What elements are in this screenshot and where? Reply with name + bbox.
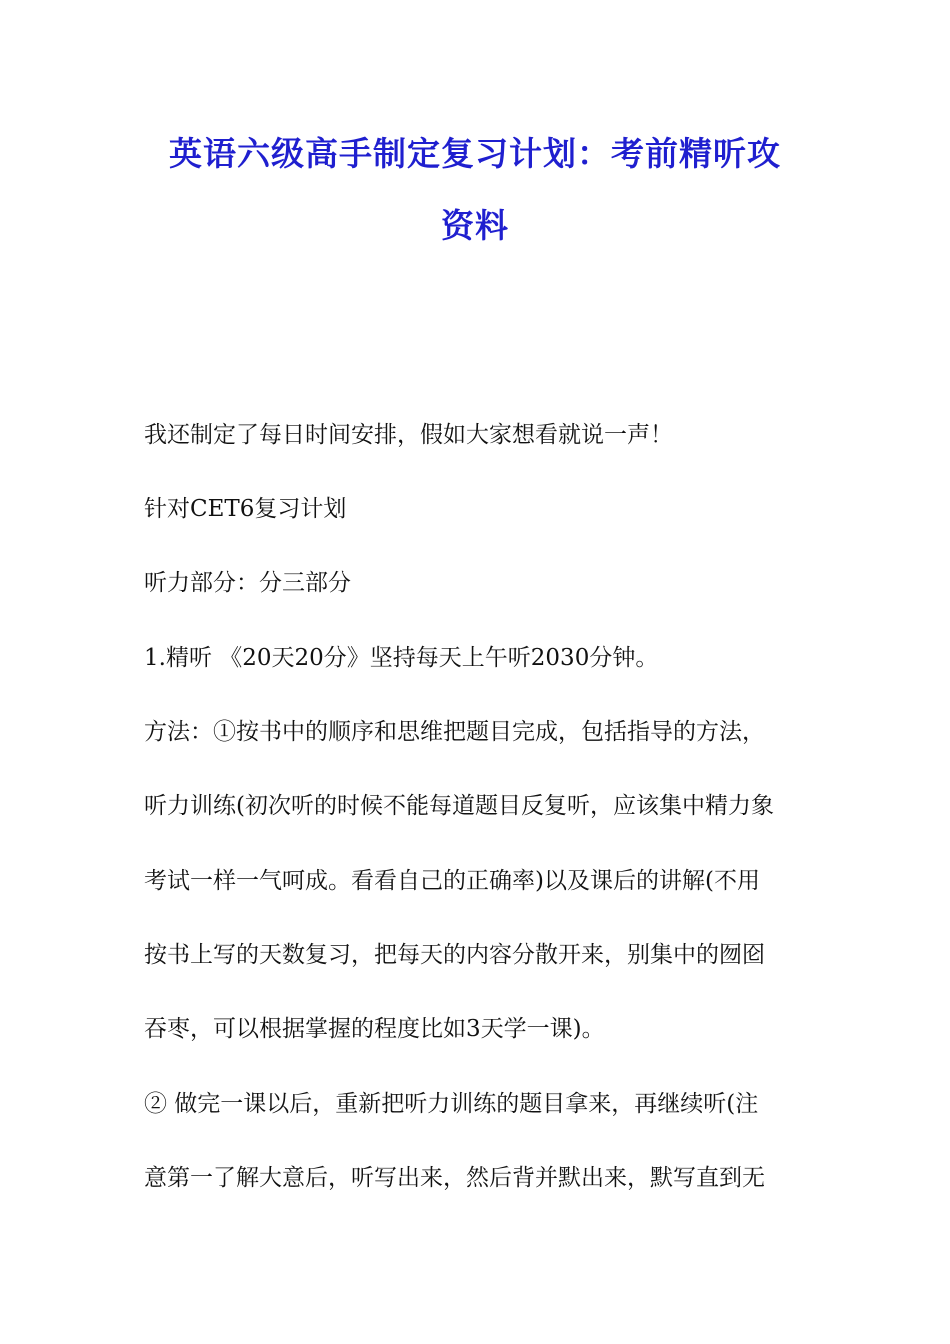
document-title-line-2: 资料: [441, 206, 509, 245]
body-line-2: 针对CET6复习计划: [144, 496, 347, 522]
body-line-5: 方法：①按书中的顺序和思维把题目完成，包括指导的方法，: [144, 719, 765, 745]
body-line-3: 听力部分：分三部分: [144, 570, 351, 596]
body-line-10: ② 做完一课以后，重新把听力训练的题目拿来，再继续听(注: [144, 1091, 759, 1117]
body-line-7: 考试一样一气呵成。看看自己的正确率)以及课后的讲解(不用: [144, 868, 760, 894]
body-line-8: 按书上写的天数复习，把每天的内容分散开来，别集中的囫囵: [144, 942, 765, 968]
body-line-4: 1.精听 《20天20分》坚持每天上午听2030分钟。: [144, 645, 659, 671]
body-line-6: 听力训练(初次听的时候不能每道题目反复听，应该集中精力象: [144, 793, 774, 819]
body-line-9: 吞枣，可以根据掌握的程度比如3天学一课)。: [144, 1016, 605, 1042]
document-title-line-1: 英语六级高手制定复习计划：考前精听攻: [169, 134, 781, 173]
body-line-1: 我还制定了每日时间安排，假如大家想看就说一声！: [144, 422, 673, 448]
body-line-11: 意第一了解大意后，听写出来，然后背并默出来，默写直到无: [144, 1165, 765, 1191]
